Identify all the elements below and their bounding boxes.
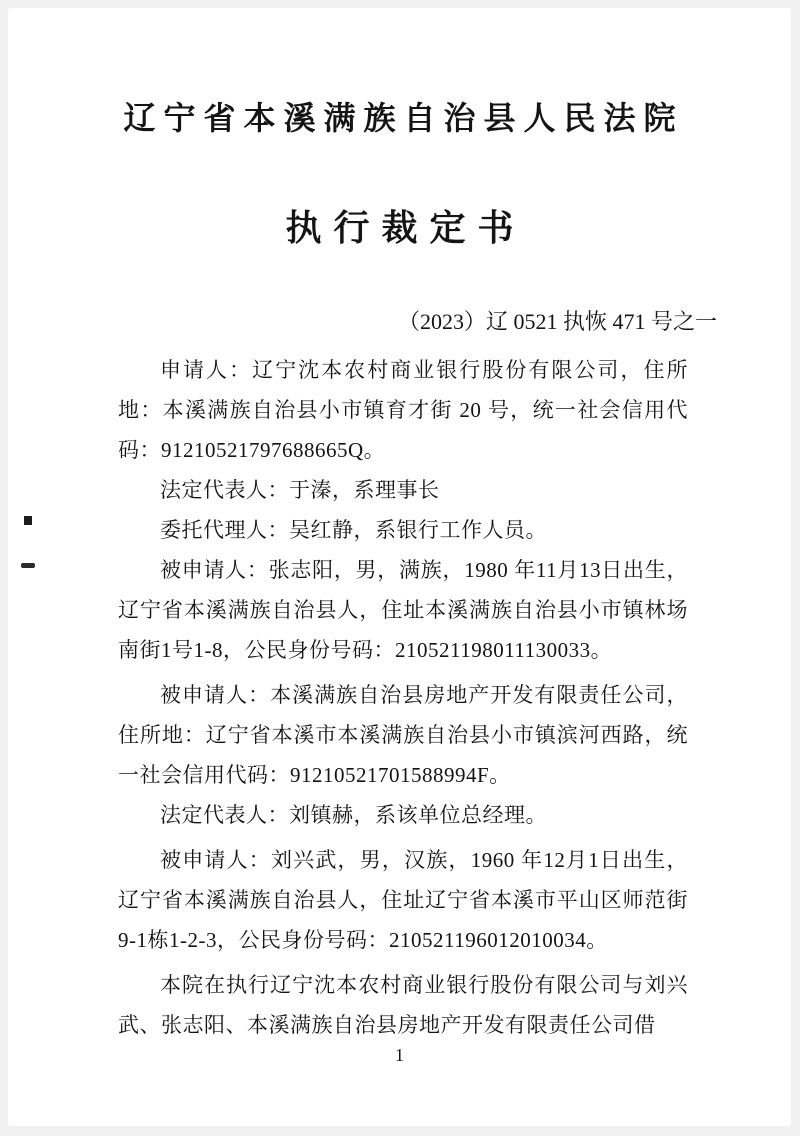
entrusted-agent-paragraph: 委托代理人：吴红静，系银行工作人员。: [160, 518, 547, 542]
applicant-legal-representative-paragraph: 法定代表人：于溱，系理事长: [160, 478, 440, 502]
respondent-2-paragraph: 被申请人：本溪满族自治县房地产开发有限责任公司，住所地：辽宁省本溪市本溪满族自治县小市镇滨河西路，统一社会信用代码：91210521701588994F。: [118, 683, 688, 787]
respondent-2-legal-representative-paragraph: 法定代表人：刘镇赫，系该单位总经理。: [160, 803, 547, 827]
respondent-3-paragraph: 被申请人：刘兴武，男，汉族，1960 年12月1日出生，辽宁省本溪满族自治县人，住址辽宁省本溪市平山区师范街9-1栋1-2-3，公民身份号码：210521196012010034。: [118, 848, 688, 952]
case-number: （2023）辽 0521 执恢 471 号之一: [397, 309, 717, 334]
document-body: [8, 350, 791, 1045]
document-page: [8, 8, 791, 1126]
court-name-title: 辽宁省本溪满族自治县人民法院: [123, 100, 684, 136]
applicant-paragraph: 申请人：辽宁沈本农村商业银行股份有限公司，住所地：本溪满族自治县小市镇育才街 20 号，统一社会信用代码：91210521797688665Q。: [118, 358, 688, 462]
ink-speck: [24, 516, 32, 525]
respondent-1-paragraph: 被申请人：张志阳，男，满族，1980 年11月13日出生，辽宁省本溪满族自治县人，住址本溪满族自治县小市镇林场南街1号1-8，公民身份号码：210521198011130033。: [118, 558, 688, 662]
page-number: 1: [395, 1045, 404, 1065]
enforcement-intro-paragraph: 本院在执行辽宁沈本农村商业银行股份有限公司与刘兴武、张志阳、本溪满族自治县房地产开发有限责任公司借: [118, 973, 688, 1037]
document-type-title: 执行裁定书: [285, 208, 526, 248]
ink-speck: [21, 563, 35, 568]
